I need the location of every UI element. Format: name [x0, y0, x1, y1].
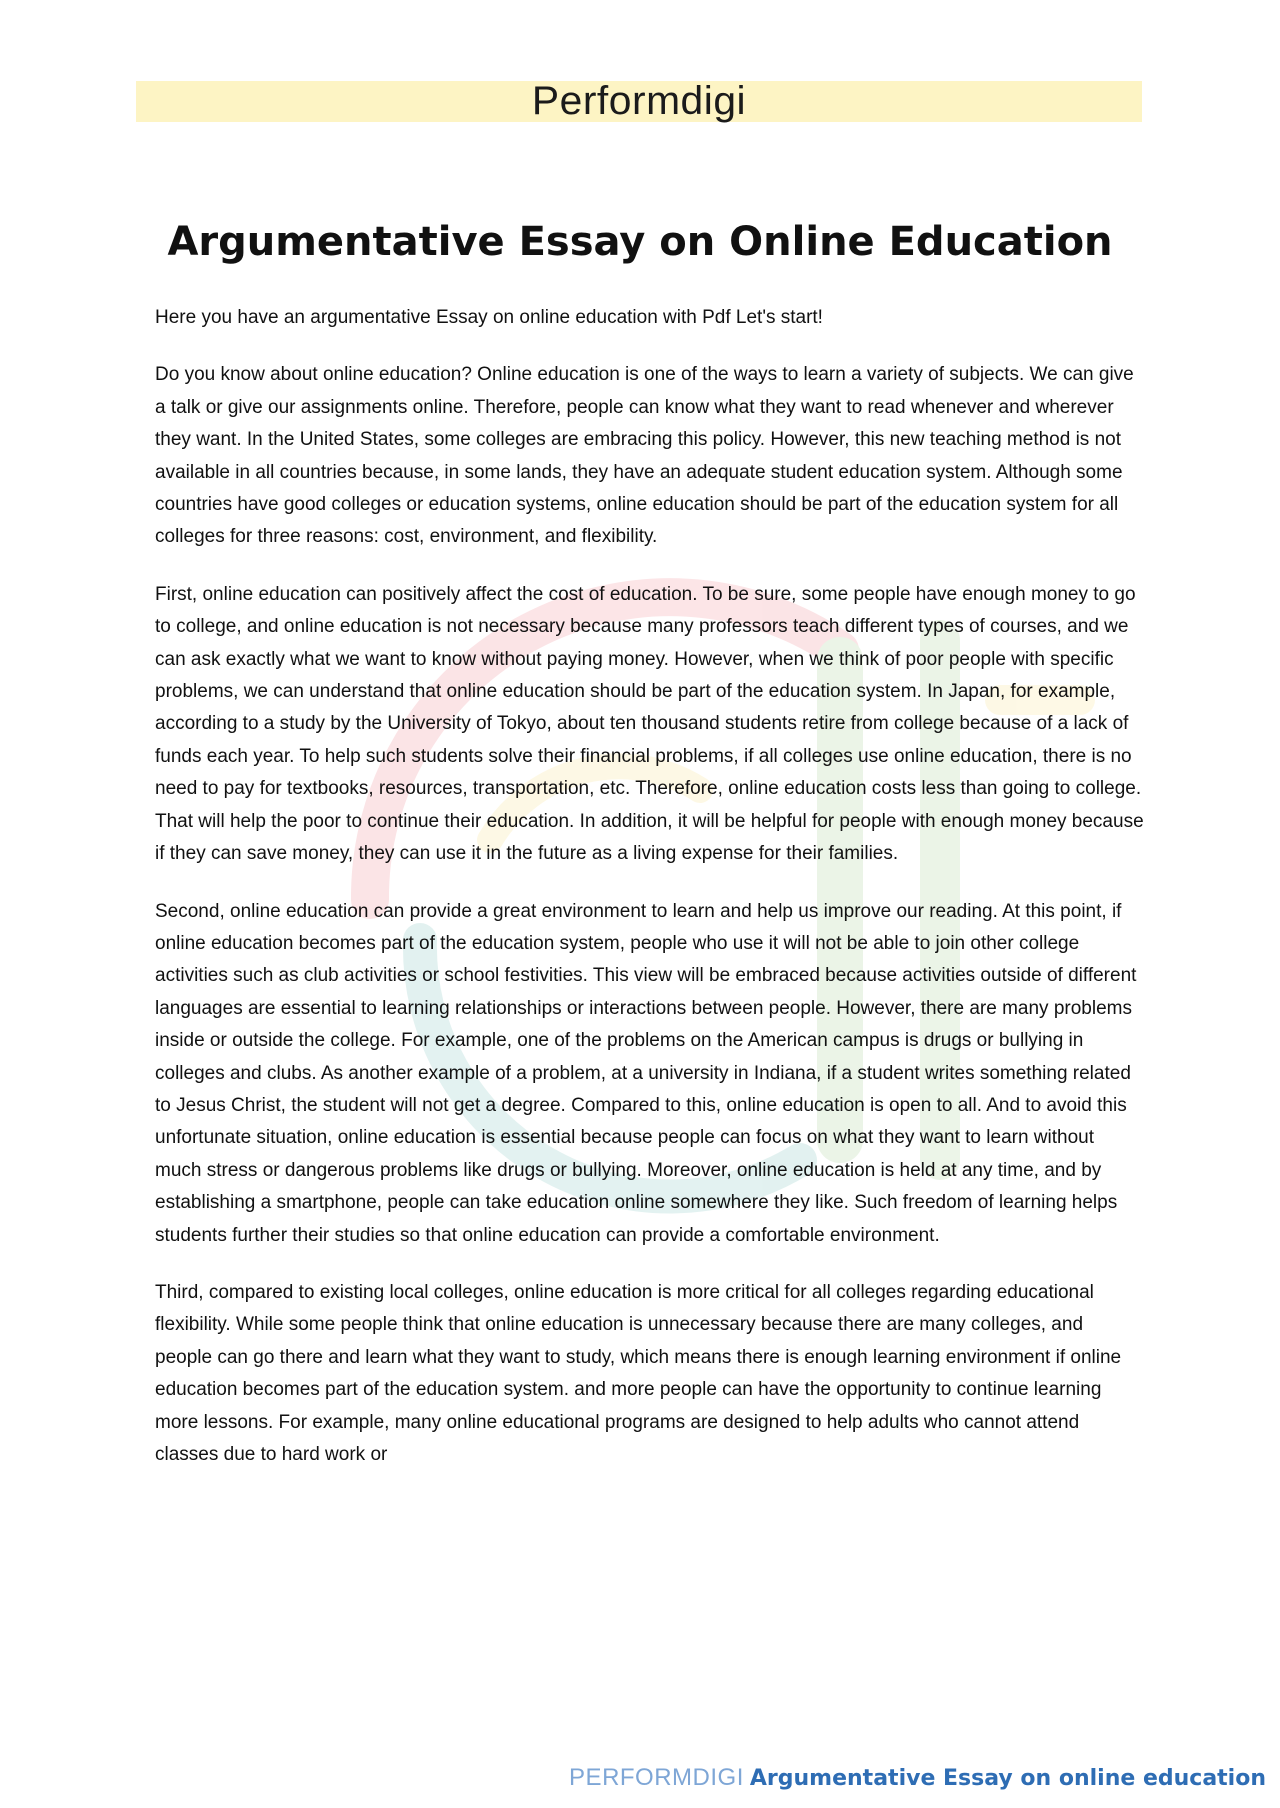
document-body — [155, 302, 1145, 1496]
header-brand: Performdigi — [531, 79, 747, 123]
paragraph-2: First, online education can positively affect the cost of education. To be sure, some people have enough money to go to college, and online education is not necessary because many professors teach different types of courses, and we can ask exactly what we want to know without paying money. However, when we think of poor people with specific problems, we can understand that online education should be part of the education system. In Japan, for example, according to a study by the University of Tokyo, about ten thousand students retire from college because of a lack of funds each year. To help such students solve their financial problems, if all colleges use online education, there is no need to pay for textbooks, resources, transportation, etc. Therefore, online education costs less than going to college. That will help the poor to continue their education. In addition, it will be helpful for people with enough money because if they can save money, they can use it in the future as a living expense for their families. — [155, 583, 1144, 865]
paragraph-1: Do you know about online education? Online education is one of the ways to learn a variety of subjects. We can give a talk or give our assignments online. Therefore, people can know what they want to read whenever and wherever they want. In the United States, some colleges are embracing this policy. However, this new teaching method is not available in all countries because, in some lands, they have an adequate student education system. Although some countries have good colleges or education systems, online education should be part of the education system for all colleges for three reasons: cost, environment, and flexibility. — [155, 364, 1134, 548]
document-title: Argumentative Essay on Online Education — [167, 219, 1113, 265]
paragraph-intro: Here you have an argumentative Essay on online education with Pdf Let's start! — [155, 307, 823, 328]
header-brand-bar — [136, 81, 1142, 122]
paragraph-3: Second, online education can provide a great environment to learn and help us improve our reading. At this point, if online education becomes part of the education system, people who use it will not be able to join other college activities such as club activities or school festivities. This view will be embraced because activities outside of different languages are essential to learning relationships or interactions between people. However, there are many problems inside or outside the college. For example, one of the problems on the American campus is drugs or bullying in colleges and clubs. As another example of a problem, at a university in Indiana, if a student writes something related to Jesus Christ, the student will not get a degree. Compared to this, online education is open to all. And to avoid this unfortunate situation, online education is essential because people can focus on what they want to learn without much stress or dangerous problems like drugs or bullying. Moreover, online education is held at any time, and by establishing a smartphone, people can take education online somewhere they like. Such freedom of learning helps students further their studies so that online education can provide a comfortable environment. — [155, 900, 1137, 1246]
page-footer — [569, 1763, 1266, 1794]
footer-title: Argumentative Essay on online education — [749, 1766, 1266, 1791]
paragraph-4: Third, compared to existing local colleges, online education is more critical for all colleges regarding educational flexibility. While some people think that online education is unnecessary because there are many colleges, and people can go there and learn what they want to study, which means there is enough learning environment if online education becomes part of the education system. and more people can have the opportunity to continue learning more lessons. For example, many online educational programs are designed to help adults who cannot attend classes due to hard work or — [155, 1281, 1122, 1465]
footer-brand: PERFORMDIGI — [569, 1764, 744, 1791]
